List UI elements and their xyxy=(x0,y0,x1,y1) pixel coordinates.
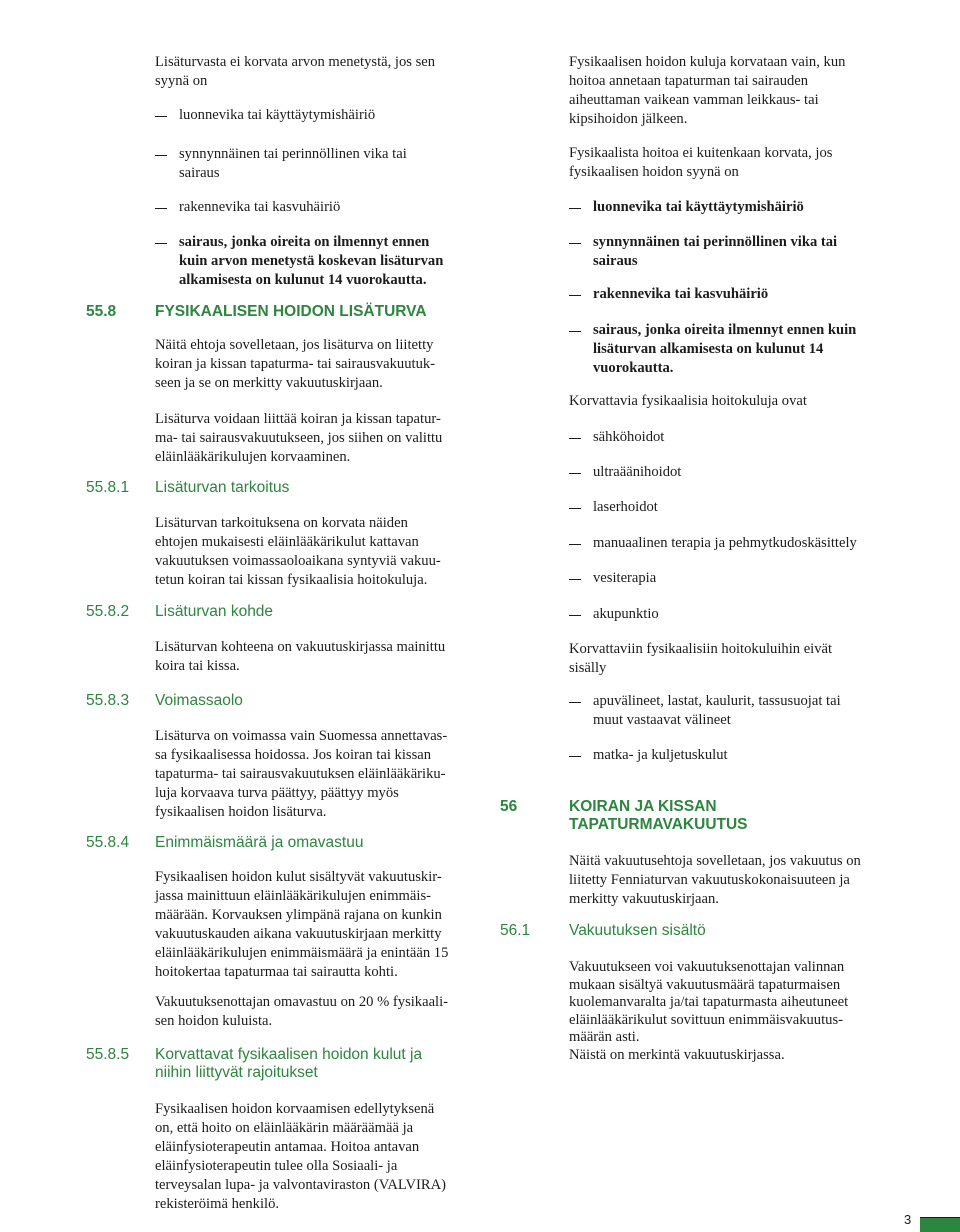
exclusion-item xyxy=(179,198,340,217)
text-line: Fysikaalisen hoidon korvaamisen edellytyksenä xyxy=(155,1101,435,1117)
text-line: Fysikaalisen hoidon kuluja korvataan vain, kun xyxy=(569,54,846,70)
text-line: Korvattaviin fysikaalisiin hoitokuluihin eivät xyxy=(569,641,833,657)
text-line: sen hoidon kuluista. xyxy=(155,1013,273,1029)
text-line: Lisäturvan kohteena on vakuutuskirjassa mainittu xyxy=(155,639,446,655)
right-paragraph-2 xyxy=(569,144,832,182)
text-line: Lisäturvasta ei korvata arvon menetystä, jos sen xyxy=(155,54,436,70)
exclusion-item xyxy=(593,321,856,378)
bullet-dash xyxy=(569,473,581,474)
text-line: vesiterapia xyxy=(593,570,657,586)
section-55-8-2-number: 55.8.2 xyxy=(86,603,130,620)
covered-item xyxy=(593,605,659,624)
covered-item xyxy=(593,498,658,517)
text-line: ultraäänihoidot xyxy=(593,464,682,480)
text-line: luonnevika tai käyttäytymishäiriö xyxy=(179,107,376,123)
text-line: hoitoa annetaan tapaturman tai sairauden xyxy=(569,73,809,89)
text-line: merkitty vakuutuskirjaan. xyxy=(569,891,719,907)
bullet-dash xyxy=(155,243,167,244)
text-line: alkamisesta on kulunut 14 vuorokautta. xyxy=(179,272,427,288)
exclusion-item xyxy=(179,145,407,183)
corner-accent-block xyxy=(920,1218,960,1232)
text-line: ehtojen mukaisesti eläinlääkärikulut kattavan xyxy=(155,534,419,550)
bullet-dash xyxy=(569,756,581,757)
section-56-1-title: Vakuutuksen sisältö xyxy=(569,922,706,939)
text-line: luonnevika tai käyttäytymishäiriö xyxy=(593,199,804,215)
bullet-dash xyxy=(569,331,581,332)
text-line: rakennevika tai kasvuhäiriö xyxy=(593,286,769,302)
text-line: ma- tai sairausvakuutukseen, jos siihen on valittu xyxy=(155,430,443,446)
text-line: apuvälineet, lastat, kaulurit, tassusuojat tai xyxy=(593,693,841,709)
text-line: eläinfysioterapeutin tulee olla Sosiaali- ja xyxy=(155,1158,398,1174)
bullet-dash xyxy=(569,243,581,244)
text-line: määrään. Korvauksen ylimpänä rajana on kunkin xyxy=(155,907,442,923)
text-line: terveysalan lupa- ja valvontaviraston (VALVIRA) xyxy=(155,1177,446,1193)
text-line: hoitokertaa tapaturmaa tai sairautta kohti. xyxy=(155,964,398,980)
exclusion-item xyxy=(593,285,768,304)
text-line: Näitä vakuutusehtoja sovelletaan, jos vakuutus on xyxy=(569,853,861,869)
bullet-dash xyxy=(569,508,581,509)
text-line: Lisäturva on voimassa vain Suomessa annettavas- xyxy=(155,728,448,744)
text-line: rekisteröimä henkilö. xyxy=(155,1196,280,1212)
exclusion-item xyxy=(593,198,804,217)
text-line: eläinlääkärikulujen enimmäismäärä ja enintään 15 xyxy=(155,945,449,961)
not-included-item xyxy=(593,746,728,765)
section-55-8-number: 55.8 xyxy=(86,303,117,320)
right-paragraph-1 xyxy=(569,53,845,129)
text-line: Vakuutuksenottajan omavastuu on 20 % fysikaali- xyxy=(155,994,449,1010)
text-line: syynä on xyxy=(155,73,208,89)
text-line: aiheuttaman vaikean vamman leikkaus- tai xyxy=(569,92,819,108)
text-line: fysikaalisen hoidon syynä on xyxy=(569,164,739,180)
text-line: luja korvaava turva päättyy, päättyy myös xyxy=(155,785,399,801)
text-line: sairaus, jonka oireita ilmennyt ennen kuin xyxy=(593,322,857,338)
text-line: Lisäturva voidaan liittää koiran ja kissan tapatur- xyxy=(155,411,441,427)
title-line: TAPATURMAVAKUUTUS xyxy=(569,816,748,833)
section-55-8-3-title: Voimassaolo xyxy=(155,692,243,709)
text-line: sisälly xyxy=(569,660,607,676)
text-line: muut vastaavat välineet xyxy=(593,712,731,728)
bullet-dash xyxy=(569,702,581,703)
bullet-dash xyxy=(155,208,167,209)
text-line: matka- ja kuljetuskulut xyxy=(593,747,728,763)
bullet-dash xyxy=(569,295,581,296)
section-55-8-5-number: 55.8.5 xyxy=(86,1046,130,1063)
section-55-8-1-title: Lisäturvan tarkoitus xyxy=(155,479,290,496)
text-line: on, että hoito on eläinlääkärin määräämää ja xyxy=(155,1120,414,1136)
title-line: KOIRAN JA KISSAN xyxy=(569,798,717,815)
title-line: Korvattavat fysikaalisen hoidon kulut ja xyxy=(155,1046,423,1063)
section-55-8-5-paragraph xyxy=(155,1100,446,1214)
text-line: mukaan sisältyä vakuutusmäärä tapaturmaisen xyxy=(569,976,841,993)
text-line: eläinlääkärikulut sovittuun enimmäisvakuutus- xyxy=(569,1011,843,1028)
page-number: 3 xyxy=(904,1212,912,1227)
bullet-dash xyxy=(569,544,581,545)
section-55-8-4-paragraph-2 xyxy=(155,993,448,1031)
text-line: Fysikaalisen hoidon kulut sisältyvät vakuutuskir- xyxy=(155,869,442,885)
section-56-paragraph xyxy=(569,852,861,909)
text-line: Näitä ehtoja sovelletaan, jos lisäturva on liitetty xyxy=(155,337,434,353)
section-55-8-5-title xyxy=(155,1046,422,1082)
text-line: vuorokautta. xyxy=(593,360,674,376)
text-line: liitetty Fenniaturvan vakuutuskokonaisuuteen ja xyxy=(569,872,850,888)
bullet-dash xyxy=(569,579,581,580)
section-56-1-number: 56.1 xyxy=(500,922,531,939)
text-line: eläinlääkärikulujen korvaaminen. xyxy=(155,449,351,465)
text-line: jassa mainittuun eläinlääkärikulujen enimmäis- xyxy=(155,888,431,904)
section-55-8-paragraph-2 xyxy=(155,410,442,467)
section-55-8-title: FYSIKAALISEN HOIDON LISÄTURVA xyxy=(155,303,427,320)
text-line: tapaturma- tai sairausvakuutuksen eläinlääkäriku- xyxy=(155,766,446,782)
exclusion-item xyxy=(179,233,443,290)
text-line: synnynnäinen tai perinnöllinen vika tai xyxy=(179,146,407,162)
covered-item xyxy=(593,428,664,447)
text-line: sa fysikaalisessa hoidossa. Jos koiran tai kissan xyxy=(155,747,432,763)
bullet-dash xyxy=(569,438,581,439)
intro-paragraph xyxy=(155,53,435,91)
section-56-1-paragraph xyxy=(569,959,848,1065)
section-55-8-4-title: Enimmäismäärä ja omavastuu xyxy=(155,834,364,851)
title-line: niihin liittyvät rajoitukset xyxy=(155,1064,318,1081)
bullet-dash xyxy=(155,155,167,156)
exclusion-item xyxy=(593,233,837,271)
text-line: akupunktio xyxy=(593,606,659,622)
text-line: sairaus xyxy=(593,253,638,269)
text-line: kuin arvon menetystä koskevan lisäturvan xyxy=(179,253,444,269)
text-line: kipsihoidon jälkeen. xyxy=(569,111,688,127)
section-55-8-2-paragraph xyxy=(155,638,445,676)
text-line: Vakuutukseen voi vakuutuksenottajan valinnan xyxy=(569,959,845,975)
section-55-8-4-paragraph-1 xyxy=(155,868,448,982)
text-line: kuolemanvaralta ja/tai tapaturmasta aiheutuneet xyxy=(569,994,849,1011)
section-56-number: 56 xyxy=(500,798,518,815)
text-line: Fysikaalista hoitoa ei kuitenkaan korvata, jos xyxy=(569,145,833,161)
right-paragraph-3 xyxy=(569,392,807,411)
right-paragraph-4 xyxy=(569,640,832,678)
section-55-8-paragraph-1 xyxy=(155,336,435,393)
text-line: sairaus, jonka oireita on ilmennyt ennen xyxy=(179,234,430,250)
covered-item xyxy=(593,569,656,588)
text-line: sairaus xyxy=(179,165,220,181)
text-line: fysikaalisen hoidon lisäturva. xyxy=(155,804,327,820)
text-line: Korvattavia fysikaalisia hoitokuluja ovat xyxy=(569,393,807,409)
section-55-8-3-number: 55.8.3 xyxy=(86,692,130,709)
bullet-dash xyxy=(569,615,581,616)
text-line: tetun koiran tai kissan fysikaalisia hoitokuluja. xyxy=(155,572,428,588)
text-line: synnynnäinen tai perinnöllinen vika tai xyxy=(593,234,838,250)
bullet-dash xyxy=(569,208,581,209)
text-line: seen ja se on merkitty vakuutuskirjaan. xyxy=(155,375,383,391)
covered-item xyxy=(593,534,857,553)
text-line: määrän asti. xyxy=(569,1029,640,1046)
not-included-item xyxy=(593,692,841,730)
section-55-8-1-number: 55.8.1 xyxy=(86,479,130,496)
section-55-8-1-paragraph xyxy=(155,514,441,590)
section-56-title xyxy=(569,798,748,834)
text-line: Lisäturvan tarkoituksena on korvata näiden xyxy=(155,515,408,531)
text-line: laserhoidot xyxy=(593,499,658,515)
text-line: lisäturvan alkamisesta on kulunut 14 xyxy=(593,341,824,357)
text-line: manuaalinen terapia ja pehmytkudoskäsittely xyxy=(593,535,857,551)
text-line: Näistä on merkintä vakuutuskirjassa. xyxy=(569,1046,785,1063)
text-line: vakuutuksen voimassaoloaikana syntyviä vakuu- xyxy=(155,553,441,569)
exclusion-item xyxy=(179,106,375,125)
bullet-dash xyxy=(155,116,167,117)
text-line: eläinfysioterapeutin antamaa. Hoitoa antavan xyxy=(155,1139,420,1155)
text-line: vakuutuskauden aikana vakuutuskirjaan merkitty xyxy=(155,926,442,942)
text-line: koira tai kissa. xyxy=(155,658,240,674)
text-line: koiran ja kissan tapaturma- tai sairausvakuutuk- xyxy=(155,356,436,372)
section-55-8-3-paragraph xyxy=(155,727,447,822)
section-55-8-2-title: Lisäturvan kohde xyxy=(155,603,274,620)
text-line: sähköhoidot xyxy=(593,429,665,445)
covered-item xyxy=(593,463,681,482)
text-line: rakennevika tai kasvuhäiriö xyxy=(179,199,341,215)
section-55-8-4-number: 55.8.4 xyxy=(86,834,130,851)
